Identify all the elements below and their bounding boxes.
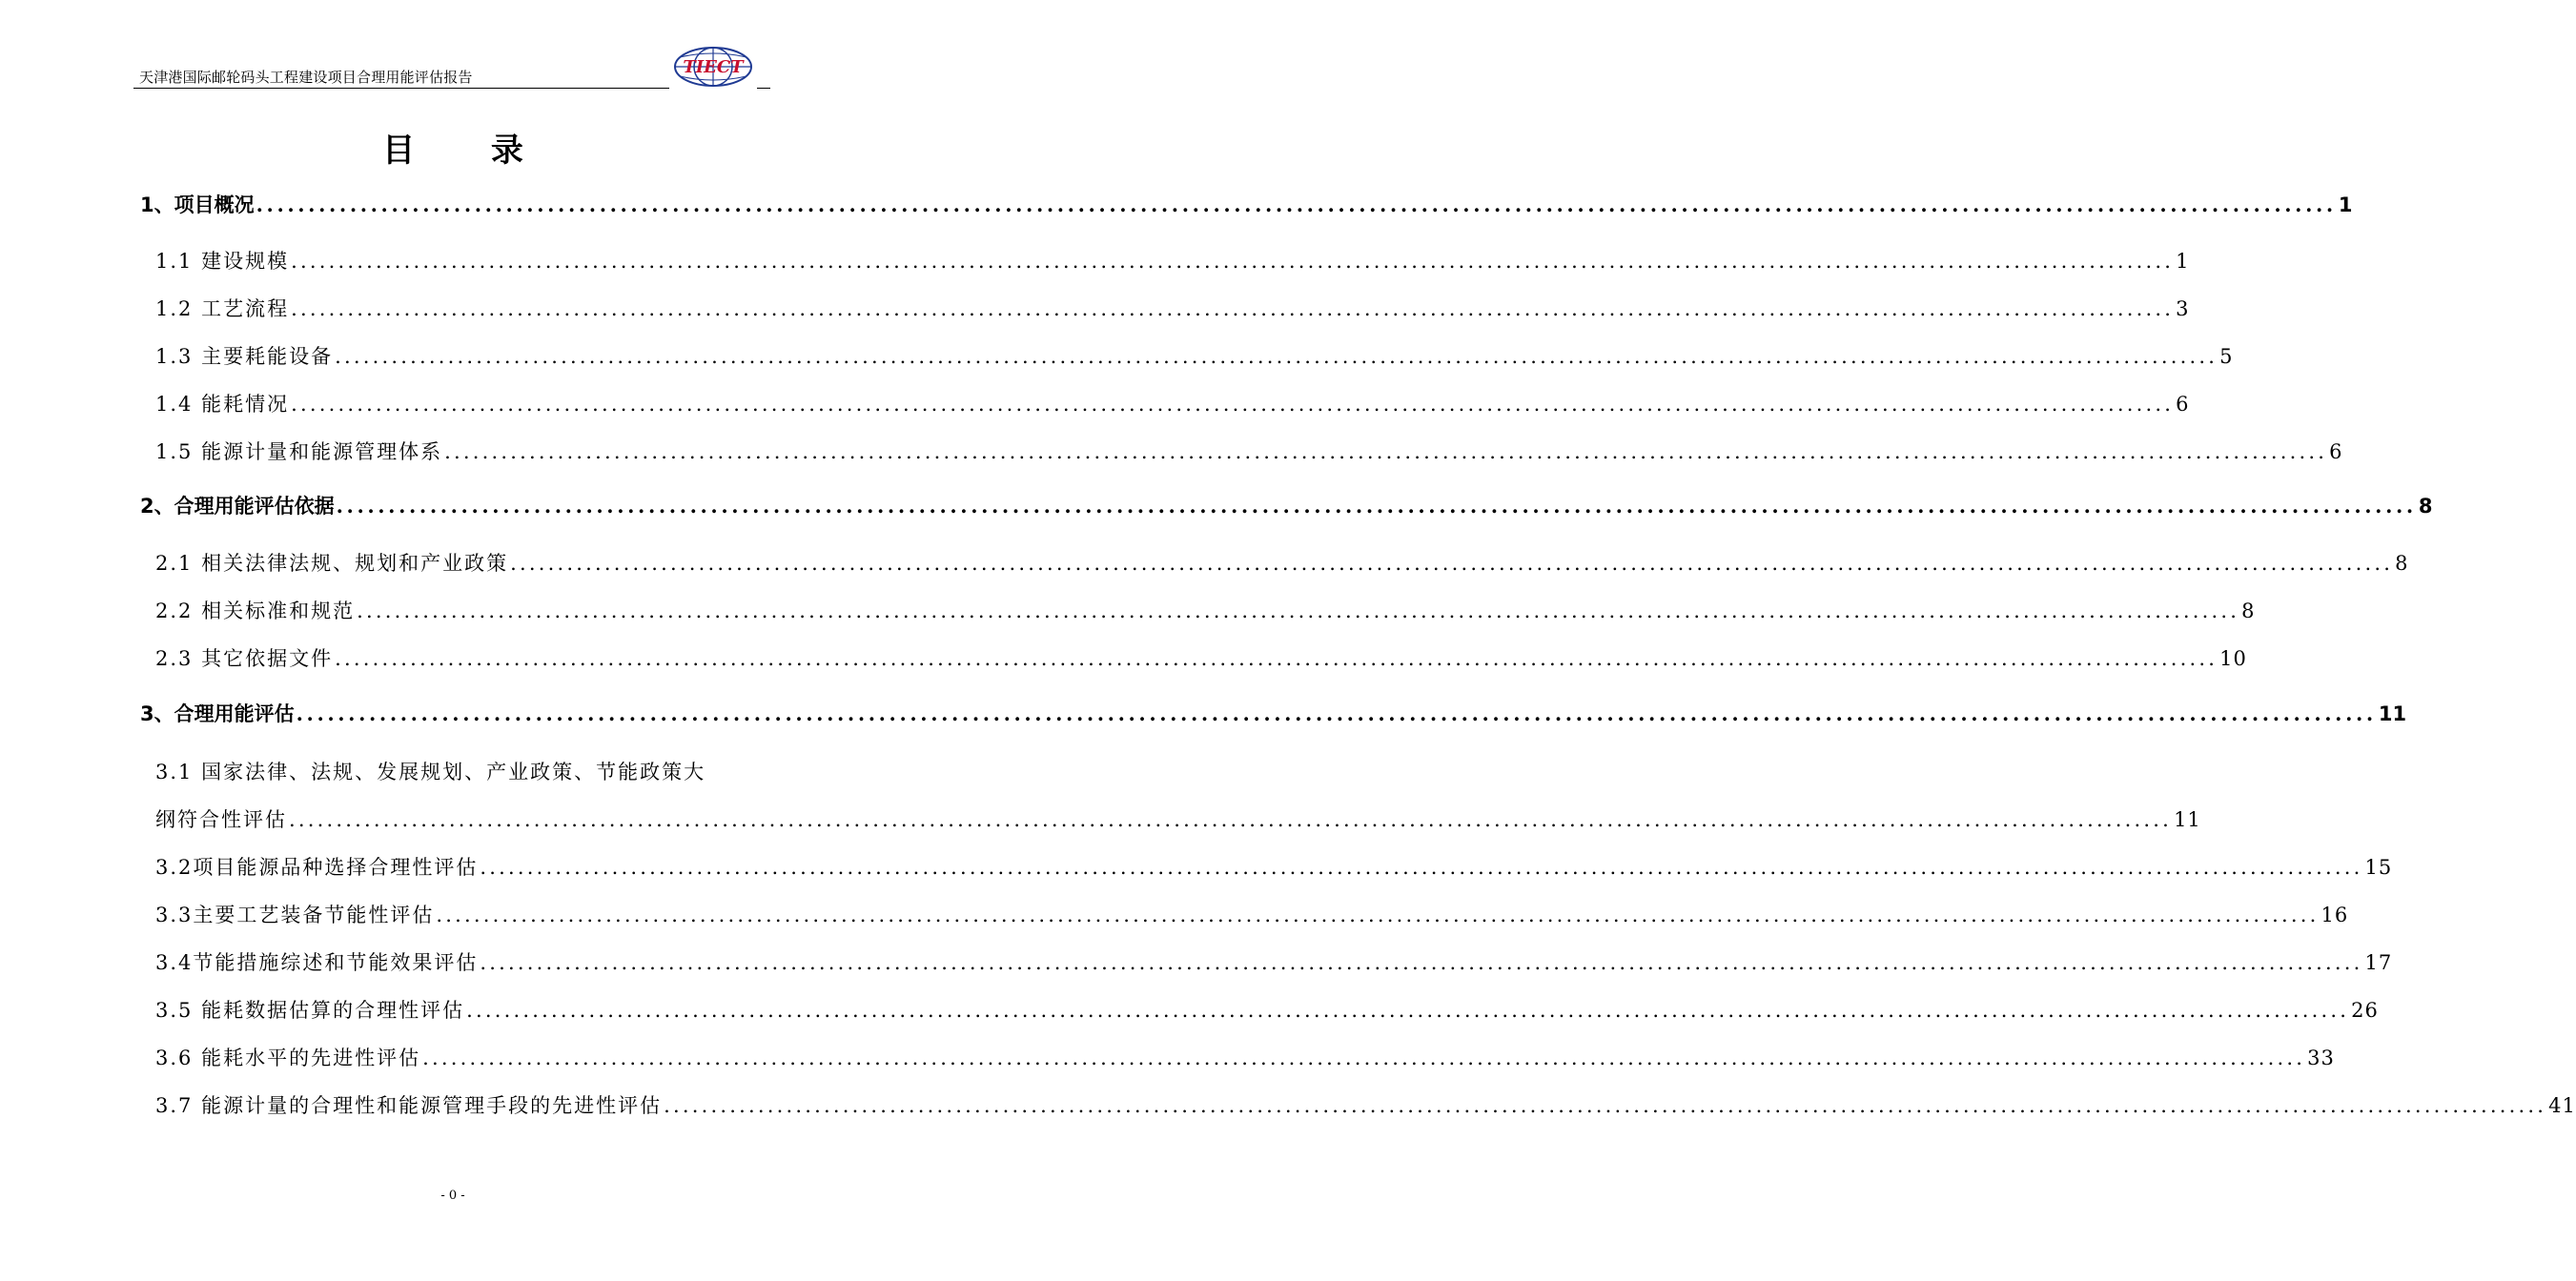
toc-entry-label: 3.5 能耗数据估算的合理性评估	[155, 999, 465, 1022]
toc-entry-page: 33	[2307, 1047, 2335, 1069]
toc-leader-dots: ........................................................................................................................................................................................................	[335, 345, 2218, 368]
toc-entry-page: 5	[2219, 345, 2234, 368]
toc-entry-page: 8	[2241, 600, 2256, 622]
toc-entry-label: 1、项目概况	[140, 193, 255, 216]
toc-leader-dots: ........................................................................................................................................................................................................	[291, 250, 2175, 273]
toc-leader-dots: ........................................................................................................................................................................................................	[510, 552, 2394, 575]
header-rule	[133, 88, 669, 89]
toc-section-entry[interactable]	[155, 804, 2201, 833]
toc-leader-dots: ........................................................................................................................................................................................................	[436, 904, 2320, 926]
toc-entry-label: 1.1 建设规模	[155, 250, 290, 273]
toc-entry-label: 1.4 能耗情况	[155, 393, 290, 416]
toc-entry-page: 6	[2176, 393, 2190, 416]
toc-entry-label: 1.5 能源计量和能源管理体系	[155, 440, 443, 463]
toc-entry-label: 2、合理用能评估依据	[140, 495, 335, 518]
toc-entry-page: 15	[2364, 856, 2393, 879]
toc-section-entry[interactable]	[155, 294, 2190, 322]
toc-leader-dots: ........................................................................................................................................................................................................	[296, 702, 2377, 725]
toc-entry-page: 6	[2329, 440, 2343, 463]
toc-leader-dots: ........................................................................................................................................................................................................	[335, 647, 2218, 670]
toc-chapter-entry[interactable]	[140, 699, 2407, 727]
toc-entry-page: 10	[2219, 647, 2247, 670]
toc-entry-page: 11	[2174, 808, 2201, 831]
toc-entry-label: 2.2 相关标准和规范	[155, 600, 356, 622]
toc-entry-label: 3.6 能耗水平的先进性评估	[155, 1047, 421, 1069]
toc-entry-page: 26	[2351, 999, 2379, 1022]
header-rule-end	[757, 88, 770, 89]
toc-entry-label: 1.2 工艺流程	[155, 297, 290, 320]
toc-entry-label: 2.3 其它依据文件	[155, 647, 334, 670]
toc-leader-dots: ........................................................................................................................................................................................................	[664, 1094, 2547, 1117]
toc-leader-dots: ........................................................................................................................................................................................................	[466, 999, 2350, 1022]
toc-entry-page: 41	[2548, 1094, 2576, 1117]
toc-section-entry[interactable]	[155, 389, 2190, 417]
page-header	[133, 57, 770, 95]
toc-section-entry[interactable]	[155, 548, 2409, 577]
toc-section-entry[interactable]	[155, 1043, 2335, 1071]
toc-leader-dots: ........................................................................................................................................................................................................	[444, 440, 2328, 463]
toc-leader-dots: ........................................................................................................................................................................................................	[422, 1047, 2306, 1069]
toc-leader-dots: ........................................................................................................................................................................................................	[291, 297, 2175, 320]
toc-entry-page: 17	[2364, 951, 2393, 974]
toc-entry-label: 3.4节能措施综述和节能效果评估	[155, 951, 479, 974]
toc-entry-page: 1	[2338, 193, 2353, 216]
toc-section-entry[interactable]	[155, 852, 2393, 881]
toc-leader-dots: ........................................................................................................................................................................................................	[357, 600, 2240, 622]
toc-leader-dots: ........................................................................................................................................................................................................	[291, 393, 2175, 416]
toc-entry-label: 3.7 能源计量的合理性和能源管理手段的先进性评估	[155, 1094, 663, 1117]
toc-entry-label-line1: 3.1 国家法律、法规、发展规划、产业政策、节能政策大	[155, 761, 706, 783]
toc-section-entry[interactable]	[155, 995, 2379, 1024]
header-title: 天津港国际邮轮码头工程建设项目合理用能评估报告	[139, 69, 473, 86]
toc-title: 目 录	[382, 132, 556, 170]
toc-chapter-entry[interactable]	[140, 491, 2433, 519]
toc-entry-page: 8	[2395, 552, 2409, 575]
toc-leader-dots: ........................................................................................................................................................................................................	[480, 856, 2363, 879]
toc-section-entry[interactable]	[155, 596, 2256, 624]
toc-chapter-entry[interactable]	[140, 190, 2353, 218]
toc-section-entry[interactable]	[155, 246, 2190, 274]
toc-entry-label: 3.2项目能源品种选择合理性评估	[155, 856, 479, 879]
toc-leader-dots: ........................................................................................................................................................................................................	[480, 951, 2363, 974]
page-number: - 0 -	[440, 1189, 465, 1203]
toc-leader-dots: ........................................................................................................................................................................................................	[289, 808, 2173, 831]
toc-entry-page: 1	[2176, 250, 2190, 273]
toc-entry-label: 3、合理用能评估	[140, 702, 295, 725]
toc-entry-label: 1.3 主要耗能设备	[155, 345, 334, 368]
toc-entry-page: 8	[2418, 495, 2433, 518]
logo-text: TIECT	[683, 57, 744, 77]
toc-entry-page: 3	[2176, 297, 2190, 320]
toc-entry-page: 11	[2378, 702, 2407, 725]
toc-entry-label: 纲符合性评估	[155, 808, 287, 831]
company-logo-icon	[672, 46, 754, 88]
toc-leader-dots: ........................................................................................................................................................................................................	[336, 494, 2417, 518]
toc-leader-dots: ........................................................................................................................................................................................................	[256, 193, 2337, 216]
toc-section-entry[interactable]	[155, 341, 2234, 370]
toc-entry-page: 16	[2320, 904, 2349, 926]
toc-section-entry[interactable]	[155, 900, 2349, 928]
toc-section-entry[interactable]	[155, 437, 2343, 465]
toc-section-entry[interactable]	[155, 643, 2247, 672]
toc-section-entry[interactable]	[155, 947, 2393, 976]
toc-entry-label: 2.1 相关法律法规、规划和产业政策	[155, 552, 509, 575]
toc-section-entry[interactable]	[155, 1090, 2576, 1119]
toc-entry-label: 3.3主要工艺装备节能性评估	[155, 904, 435, 926]
